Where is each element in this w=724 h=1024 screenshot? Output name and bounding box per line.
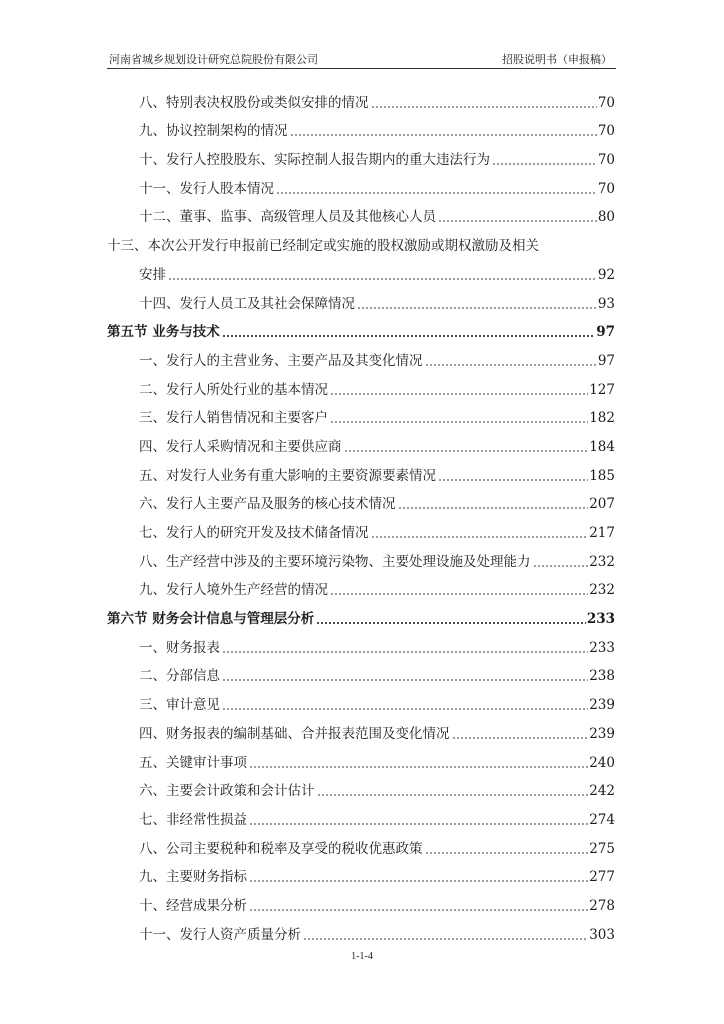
dot-leader [249,880,588,882]
toc-entry-title: 九、主要财务指标 [139,869,247,886]
toc-entry[interactable] [107,861,615,890]
dot-leader [533,565,589,567]
toc-entry-title: 四、财务报表的编制基础、合并报表范围及变化情况 [139,725,450,742]
toc-page-number: 274 [589,811,615,828]
toc-entry-title: 十四、发行人员工及其社会保障情况 [139,295,355,312]
toc-entry-title: 六、发行人主要产品及服务的核心技术情况 [139,496,396,513]
toc-entry-title: 十二、董事、监事、高级管理人员及其他核心人员 [139,209,436,226]
toc-page-number: 303 [589,926,615,943]
toc-page-number: 185 [589,467,615,484]
toc-entry-title: 七、非经常性损益 [139,811,247,828]
toc-entry[interactable] [107,115,615,144]
toc-entry-title: 三、审计意见 [139,697,220,714]
toc-entry-title: 第五节 业务与技术 [107,324,220,341]
toc-entry[interactable] [107,545,615,574]
toc-page-number: 233 [586,611,615,628]
toc-entry-title: 九、协议控制架构的情况 [139,123,288,140]
toc-entry[interactable] [107,402,615,431]
toc-page-number: 70 [597,180,615,197]
toc-page-number: 240 [589,754,615,771]
toc-entry[interactable] [107,746,615,775]
dot-leader [438,479,588,481]
toc-entry[interactable] [107,516,615,545]
toc-entry-title: 十三、本次公开发行申报前已经制定或实施的股权激励或期权激励及相关 [107,238,539,255]
toc-entry[interactable] [107,143,615,172]
toc-page-number: 97 [596,324,615,341]
toc-entry[interactable] [107,631,615,660]
dot-leader [249,909,588,911]
dot-leader [344,450,589,452]
toc-entry[interactable] [107,459,615,488]
toc-entry[interactable] [107,688,615,717]
dot-leader [222,708,588,710]
toc-page-number: 242 [589,783,615,800]
toc-entry[interactable] [107,172,615,201]
toc-entry-title: 三、发行人销售情况和主要客户 [139,410,328,427]
dot-leader [303,938,588,940]
dot-leader [317,794,589,796]
document-title: 招股说明书（申报稿） [502,53,612,66]
dot-leader [290,134,597,136]
dot-leader [276,192,597,194]
toc-page-number: 184 [589,438,615,455]
company-name: 河南省城乡规划设计研究总院股份有限公司 [109,53,318,66]
dot-leader [425,364,597,366]
toc-entry[interactable] [107,344,615,373]
dot-leader [452,737,589,739]
toc-entry-title: 六、主要会计政策和会计估计 [139,783,315,800]
toc-page-number: 93 [597,295,615,312]
toc-entry[interactable] [107,430,615,459]
toc-entry-title: 一、财务报表 [139,639,220,656]
dot-leader [222,679,588,681]
toc-entry-title: 十、发行人控股股东、实际控制人报告期内的重大违法行为 [139,152,490,169]
toc-entry[interactable] [107,775,615,804]
toc-page-number: 233 [589,639,615,656]
dot-leader [371,536,589,538]
toc-entry-title: 安排 [139,266,166,283]
dot-leader [316,622,586,624]
toc-entry[interactable] [107,258,615,287]
toc-page-number: 70 [597,123,615,140]
dot-leader [492,163,597,165]
toc-entry-title: 一、发行人的主营业务、主要产品及其变化情况 [139,352,423,369]
toc-page-number: 232 [589,582,615,599]
toc-entry[interactable] [107,717,615,746]
dot-leader [330,593,588,595]
dot-leader [398,507,589,509]
toc-page-number: 70 [597,152,615,169]
toc-entry-title: 八、特别表决权股份或类似安排的情况 [139,94,369,111]
toc-page-number: 217 [589,525,615,541]
table-of-contents [107,86,615,947]
dot-leader [168,278,597,280]
toc-entry[interactable] [107,889,615,918]
header-divider [107,68,616,69]
toc-entry-title: 十一、发行人股本情况 [139,180,274,197]
toc-entry[interactable] [107,201,615,230]
toc-entry-title: 十一、发行人资产质量分析 [139,926,301,943]
toc-page-number: 80 [597,209,615,226]
dot-leader [357,307,597,309]
dot-leader [249,823,588,825]
dot-leader [330,393,588,395]
dot-leader [222,335,596,337]
toc-page-number: 277 [589,869,615,886]
toc-entry-title: 二、分部信息 [139,668,220,685]
toc-entry-title: 七、发行人的研究开发及技术储备情况 [139,525,369,541]
dot-leader [425,852,589,854]
dot-leader [330,421,588,423]
toc-entry[interactable] [107,918,615,947]
toc-entry-title: 二、发行人所处行业的基本情况 [139,381,328,398]
toc-page-number: 278 [589,897,615,914]
dot-leader [249,766,588,768]
toc-page-number: 207 [589,496,615,513]
toc-entry[interactable] [107,86,615,115]
toc-page-number: 239 [589,725,615,742]
toc-entry-title: 十、经营成果分析 [139,897,247,914]
toc-entry[interactable] [107,488,615,517]
toc-entry[interactable] [107,574,615,603]
toc-entry[interactable] [107,660,615,689]
toc-entry-title: 四、发行人采购情况和主要供应商 [139,438,342,455]
toc-page-number: 70 [597,94,615,111]
page-number-footer: 1-1-4 [351,951,373,962]
toc-page-number: 275 [589,840,615,857]
dot-leader [371,106,597,108]
toc-entry[interactable] [107,229,615,258]
toc-page-number: 92 [597,266,615,283]
dot-leader [438,220,597,222]
toc-page-number: 182 [589,410,615,427]
toc-entry-title: 九、发行人境外生产经营的情况 [139,582,328,599]
toc-page-number: 97 [597,352,615,369]
toc-entry[interactable] [107,832,615,861]
toc-entry-title: 第六节 财务会计信息与管理层分析 [107,611,315,628]
toc-entry-title: 五、对发行人业务有重大影响的主要资源要素情况 [139,467,436,484]
toc-entry-title: 五、关键审计事项 [139,754,247,771]
toc-page-number: 127 [589,381,615,398]
dot-leader [222,651,588,653]
toc-entry[interactable] [107,287,615,316]
toc-page-number: 232 [589,553,615,570]
toc-page-number: 238 [589,668,615,685]
page-header [107,50,616,67]
toc-entry-title: 八、公司主要税种和税率及享受的税收优惠政策 [139,840,423,857]
toc-entry[interactable] [107,373,615,402]
toc-section-heading[interactable] [107,602,615,631]
toc-entry[interactable] [107,803,615,832]
toc-section-heading[interactable] [107,316,615,345]
toc-entry-title: 八、生产经营中涉及的主要环境污染物、主要处理设施及处理能力 [139,553,531,570]
toc-page-number: 239 [589,697,615,714]
